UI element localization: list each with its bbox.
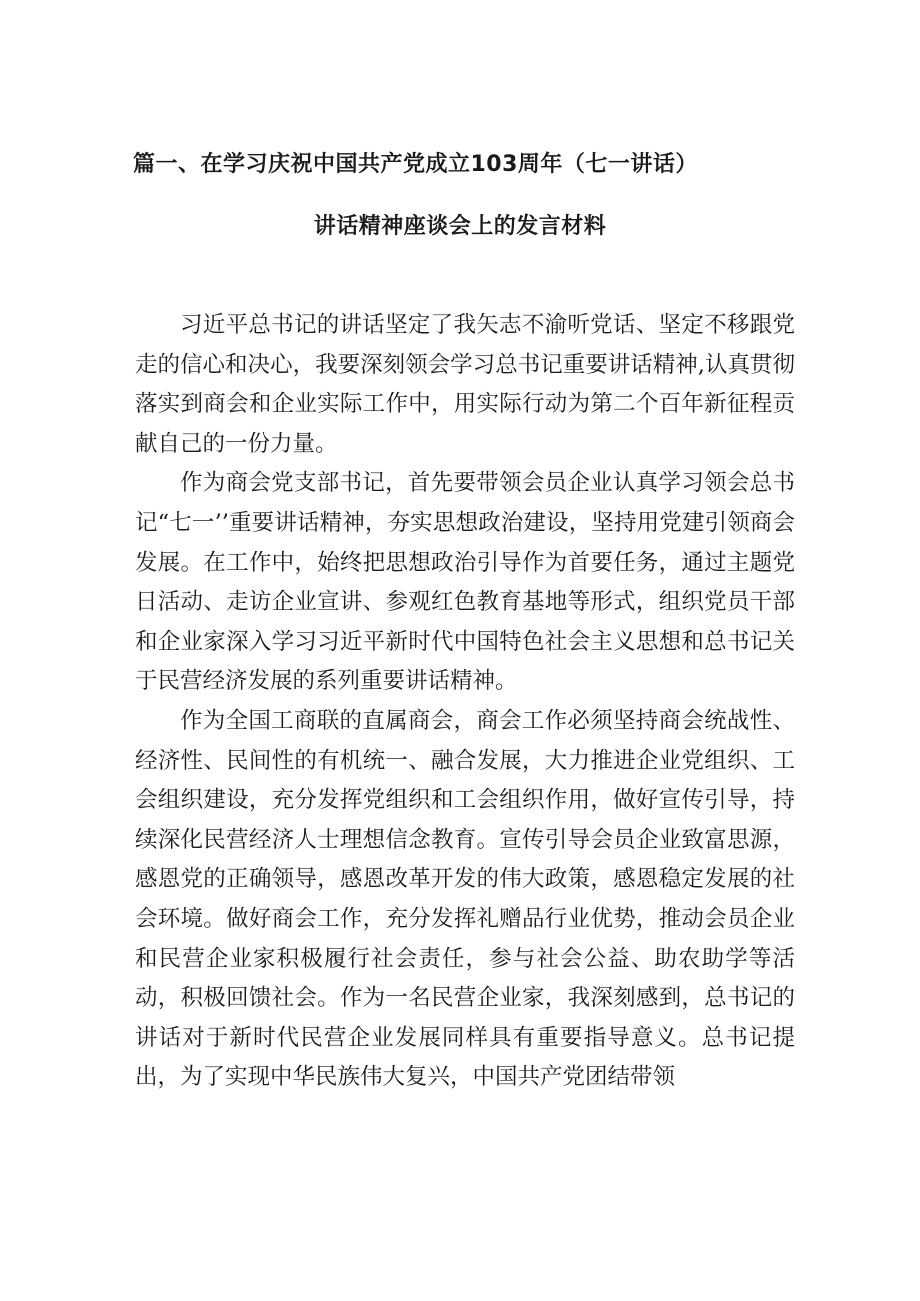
paragraph: 作为全国工商联的直属商会，商会工作必须坚持商会统战性、经济性、民间性的有机统一、融合发展，大力推进企业党组织、工会组织建设，充分发挥党组织和工会组织作用，做好宣传引导，持续深化民营经济人士理想信念教育。宣传引导会员企业致富思源，感恩党的正确领导，感恩改革开发的伟大政策，感恩稳定发展的社会环境。做好商会工作，充分发挥礼赠品行业优势，推动会员企业和民营企业家积极履行社会责任，参与社会公益、助农助学等活动，积极回馈社会。作为一名民营企业家，我深刻感到，总书记的讲话对于新时代民营企业发展同样具有重要指导意义。总书记提出，为了实现中华民族伟大复兴，中国共产党团结带领	[135, 707, 795, 1091]
document-body	[135, 306, 795, 1098]
paragraph: 作为商会党支部书记，首先要带领会员企业认真学习领会总书记“七一’’重要讲话精神，夯实思想政治建设，坚持用党建引领商会发展。在工作中，始终把思想政治引导作为首要任务，通过主题党日活动、走访企业宣讲、参观红色教育基地等形式，组织党员干部和企业家深入学习习近平新时代中国特色社会主义思想和总书记关于民营经济发展的系列重要讲话精神。	[135, 470, 795, 695]
document-title-line-1: 篇一、在学习庆祝中国共产党成立103周年（七一讲话）	[133, 152, 698, 177]
paragraph: 习近平总书记的讲话坚定了我矢志不渝听党话、坚定不移跟党走的信心和决心，我要深刻领会学习总书记重要讲话精神,认真贯彻落实到商会和企业实际工作中，用实际行动为第二个百年新征程贡献自己的一份力量。	[135, 312, 795, 457]
document-title-line-2: 讲话精神座谈会上的发言材料	[313, 214, 607, 239]
